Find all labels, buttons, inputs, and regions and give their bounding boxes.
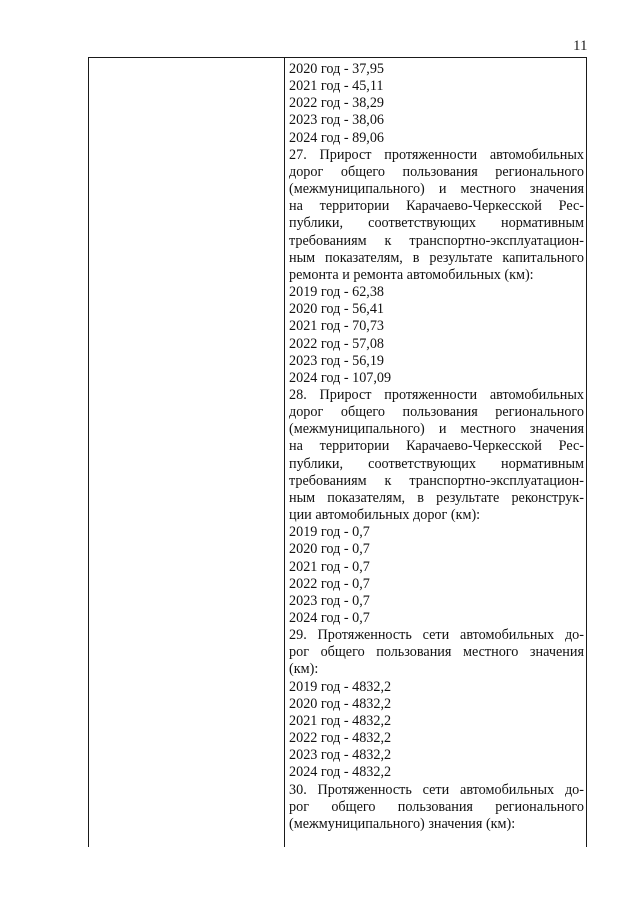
text-line: 2022 год - 0,7 <box>289 575 370 592</box>
text-line: требованиям к транспортно-эксплуатацион- <box>289 232 584 249</box>
text-line: 2021 год - 45,11 <box>289 78 384 95</box>
document-table <box>88 57 587 847</box>
text-line: 29. Протяженность сети автомобильных до- <box>289 627 584 644</box>
text-line: на территории Карачаево-Черкесской Рес- <box>289 438 584 455</box>
text-line: 2019 год - 0,7 <box>289 524 370 541</box>
text-line: рог общего пользования регионального <box>289 798 584 815</box>
text-line: дорог общего пользования регионального <box>289 163 584 180</box>
text-line: 2022 год - 4832,2 <box>289 730 392 747</box>
table-left-cell <box>89 58 284 847</box>
text-line: 2020 год - 4832,2 <box>289 695 392 712</box>
text-line: 2020 год - 37,95 <box>289 61 385 77</box>
text-line: ным показателям, в результате капитального <box>289 249 584 266</box>
text-line: 2021 год - 4832,2 <box>289 712 392 729</box>
text-line: 2024 год - 0,7 <box>289 610 370 626</box>
table-right-cell <box>289 61 584 833</box>
text-line: требованиям к транспортно-эксплуатацион- <box>289 472 584 489</box>
text-line: 28. Прирост протяженности автомобильных <box>289 386 584 403</box>
text-line: 2021 год - 0,7 <box>289 558 370 575</box>
text-line: 2021 год - 70,73 <box>289 318 385 335</box>
text-line: (межмуниципального) значения (км): <box>289 815 516 832</box>
text-line: 2022 год - 57,08 <box>289 335 385 352</box>
text-line: 30. Протяженность сети автомобильных до- <box>289 781 584 798</box>
text-line: дорог общего пользования регионального <box>289 404 584 421</box>
table-column-divider <box>284 58 285 847</box>
text-line: 27. Прирост протяженности автомобильных <box>289 146 584 163</box>
text-line: на территории Карачаево-Черкесской Рес- <box>289 198 584 215</box>
text-line: публики, соответствующих нормативным <box>289 455 584 472</box>
text-line: 2019 год - 62,38 <box>289 284 385 301</box>
text-line: 2020 год - 56,41 <box>289 301 385 318</box>
text-line: (межмуниципального) и местного значения <box>289 421 584 438</box>
page-number: 11 <box>573 38 588 54</box>
text-line: 2023 год - 38,06 <box>289 112 385 129</box>
text-line: (межмуниципального) и местного значения <box>289 181 584 198</box>
text-line: (км): <box>289 661 319 678</box>
text-line: 2024 год - 4832,2 <box>289 764 392 781</box>
text-line: 2020 год - 0,7 <box>289 541 370 558</box>
text-line: 2019 год - 4832,2 <box>289 678 392 695</box>
text-line: публики, соответствующих нормативным <box>289 215 584 232</box>
text-line: рог общего пользования местного значения <box>289 644 584 661</box>
text-line: ремонта и ремонта автомобильных (км): <box>289 266 534 283</box>
text-line: 2024 год - 107,09 <box>289 369 392 386</box>
text-line: 2023 год - 4832,2 <box>289 747 392 764</box>
text-line: 2023 год - 0,7 <box>289 592 370 609</box>
text-line: ным показателям, в результате реконструк- <box>289 489 584 506</box>
text-line: 2024 год - 89,06 <box>289 129 385 146</box>
text-line: ции автомобильных дорог (км): <box>289 507 481 524</box>
text-line: 2022 год - 38,29 <box>289 95 385 112</box>
text-line: 2023 год - 56,19 <box>289 352 385 369</box>
